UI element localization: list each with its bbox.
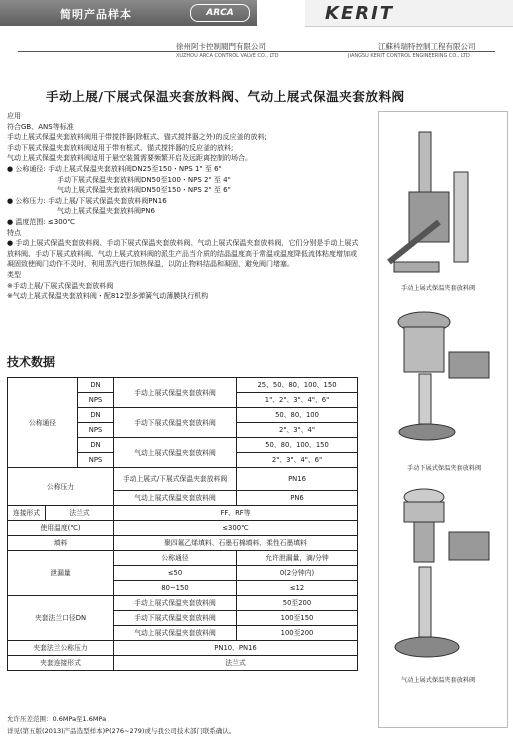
pn-row xyxy=(7,196,359,207)
cell-value: 聚四氟乙烯填料、石墨石棉填料、柔性石墨填料 xyxy=(114,536,358,551)
pn-label: ● 公称压力: xyxy=(7,196,46,205)
cell-manual-down: 手动下展式保温夹套放料阀 xyxy=(114,611,237,626)
heading-application: 应用 xyxy=(7,112,21,120)
heading-features: 特点 xyxy=(7,228,21,237)
cell-value: PN6 xyxy=(237,491,358,506)
cell-conn: 连接形式 xyxy=(8,506,46,521)
cell-value: 2"、3"、4"、6" xyxy=(237,453,358,468)
cell-leakage: 泄漏量 xyxy=(8,551,114,596)
heading-types: 类型 xyxy=(7,270,21,279)
cell-manual-up: 手动上展式保温夹套放料阀 xyxy=(114,596,237,611)
intro-text xyxy=(7,111,359,302)
cell-value: 0(2分钟内) xyxy=(237,566,358,581)
company-left-en: XUZHOU ARCA CONTROL VALVE CO., LTD xyxy=(176,53,279,59)
cell-dn: DN xyxy=(78,438,114,453)
cell-value: 100至200 xyxy=(237,626,358,641)
cell-pneu-up: 气动上展式保温夹套放料阀 xyxy=(114,438,237,468)
cell-packing: 填料 xyxy=(8,536,114,551)
standards: 符合GB、ANS等标准 xyxy=(7,122,74,131)
features-text: ● 手动上展式保温夹套放料阀、手动下展式保温夹套放料阀、气动上展式保温夹套放料阀，它们分别是手动上展式放料阀、手动下展式放料阀、气动上展式放料阀的派生产品当介质的结晶温度高于常温或温度降低流体粘度增加或凝固致使阀门动作不灵时，利用蒸汽进行加热保温，以防止物料结晶和凝固，避免阀门堵塞。 xyxy=(7,239,359,269)
note-reference: 详见(第五版(2013)产品选型样本)P(276~279)或与我公司技术部门联系确认。 xyxy=(7,727,236,735)
cell-leak-head: 允许泄漏量，滴/分钟 xyxy=(237,551,358,566)
app-line: 手动下展式保温夹套放料阀适用于带有框式、锚式搅拌器的反应釜的放料; xyxy=(7,143,234,152)
caption-manual-up: 手动上展式保温夹套放料阀 xyxy=(401,285,476,292)
cell-value: ≤50 xyxy=(114,566,237,581)
kerit-banner xyxy=(305,0,513,27)
cell-value: 50至200 xyxy=(237,596,358,611)
cell-value: ≤12 xyxy=(237,581,358,596)
cell-jacket-dn: 夹套法兰口径DN xyxy=(8,596,114,641)
cell-nominal-size: 公称通径 xyxy=(8,378,78,468)
cell-value: 80~150 xyxy=(114,581,237,596)
cell-manual-up: 手动上展式保温夹套放料阀 xyxy=(114,378,237,408)
company-right-cn: 江蘇科瑞特控制工程有限公司 xyxy=(378,42,476,51)
temp-range: ● 温度范围: ≤300℃ xyxy=(7,217,76,226)
cell-jacket-pn: 夹套法兰公称压力 xyxy=(8,641,114,656)
company-left-cn: 徐州阿卡控制閥門有限公司 xyxy=(176,42,266,51)
cell-pressure: 公称压力 xyxy=(8,468,114,506)
type-line: ※气动上展式保温夹套放料阀・配812型多弹簧气动薄膜执行机构 xyxy=(7,292,209,301)
cell-value: 25、50、80、100、150 xyxy=(237,378,358,393)
dn-value: 手动上展式保温夹套放料阀DN25至150・NPS 1" 至 6" xyxy=(47,164,222,173)
cell-value: FF、RF等 xyxy=(114,506,358,521)
header-divider xyxy=(18,51,495,52)
product-image-panel xyxy=(378,111,508,728)
cell-value: PN10、PN16 xyxy=(114,641,358,656)
cell-nps: NPS xyxy=(78,453,114,468)
cell-manual-both: 手动上展式/下展式保温夹套放料阀 xyxy=(114,468,237,491)
cell-jacket-conn: 夹套连接形式 xyxy=(8,656,114,671)
cell-temp: 使用温度(℃) xyxy=(8,521,114,536)
cell-pneu-up: 气动上展式保温夹套放料阀 xyxy=(114,491,237,506)
app-line: 气动上展式保温夹套放料阀适用于悬空装置需要频繁开启及远距离控制的场合。 xyxy=(7,154,252,163)
arca-logo: ARCA xyxy=(190,4,250,22)
section-title: 技术数据 xyxy=(7,355,56,369)
cell-flange: 法兰式 xyxy=(46,506,114,521)
caption-pneumatic-up: 气动上展式保温夹套放料阀 xyxy=(401,677,476,684)
header-banner xyxy=(0,0,257,26)
valve-drawings xyxy=(379,112,507,727)
cell-value: 2"、3"、4" xyxy=(237,423,358,438)
dn-value: 气动上展式保温夹套放料阀DN50至150・NPS 2" 至 6" xyxy=(57,186,231,195)
note-pressure: 允许压差范围：0.6MPa至1.6MPa xyxy=(7,715,107,723)
cell-value: 100至150 xyxy=(237,611,358,626)
pn-value: 手动上展/下展式保温夹套放料阀PN16 xyxy=(47,196,167,205)
app-line: 手动上展式保温夹套放料阀用于带搅拌器(除框式、锚式搅拌器之外)的反应釜的放料; xyxy=(7,133,267,142)
cell-dn: DN xyxy=(78,408,114,423)
company-right-en: JIANGSU KERIT CONTROL ENGINEERING CO., LTD xyxy=(348,53,470,59)
cell-value: PN16 xyxy=(237,468,358,491)
cell-value: 50、80、100、150 xyxy=(237,438,358,453)
pn-value: 气动上展式保温夹套放料阀PN6 xyxy=(57,207,155,216)
page-title: 手动上展/下展式保温夹套放料阀、气动上展式保温夹套放料阀 xyxy=(46,89,405,104)
cell-manual-down: 手动下展式保温夹套放料阀 xyxy=(114,408,237,438)
cell-value: ≤300℃ xyxy=(114,521,358,536)
catalog-label: 简明产品样本 xyxy=(60,8,132,21)
cell-value: 50、80、100 xyxy=(237,408,358,423)
dn-label: ● 公称通径: xyxy=(7,164,46,173)
type-line: ※手动上展/下展式保温夹套放料阀 xyxy=(7,281,114,290)
cell-nps: NPS xyxy=(78,393,114,408)
cell-nps: NPS xyxy=(78,423,114,438)
dn-row xyxy=(7,164,359,175)
cell-pneu-up: 气动上展式保温夹套放料阀 xyxy=(114,626,237,641)
spec-table xyxy=(7,377,358,671)
cell-value: 法兰式 xyxy=(114,656,358,671)
kerit-logo: KERIT xyxy=(325,3,395,24)
dn-value: 手动下展式保温夹套放料阀DN50至100・NPS 2" 至 4" xyxy=(57,175,231,184)
cell-value: 1"、2"、3"、4"、6" xyxy=(237,393,358,408)
cell-dn: DN xyxy=(78,378,114,393)
caption-manual-down: 手动下展式保温夹套放料阀 xyxy=(407,465,482,472)
cell-leak-head: 公称通径 xyxy=(114,551,237,566)
